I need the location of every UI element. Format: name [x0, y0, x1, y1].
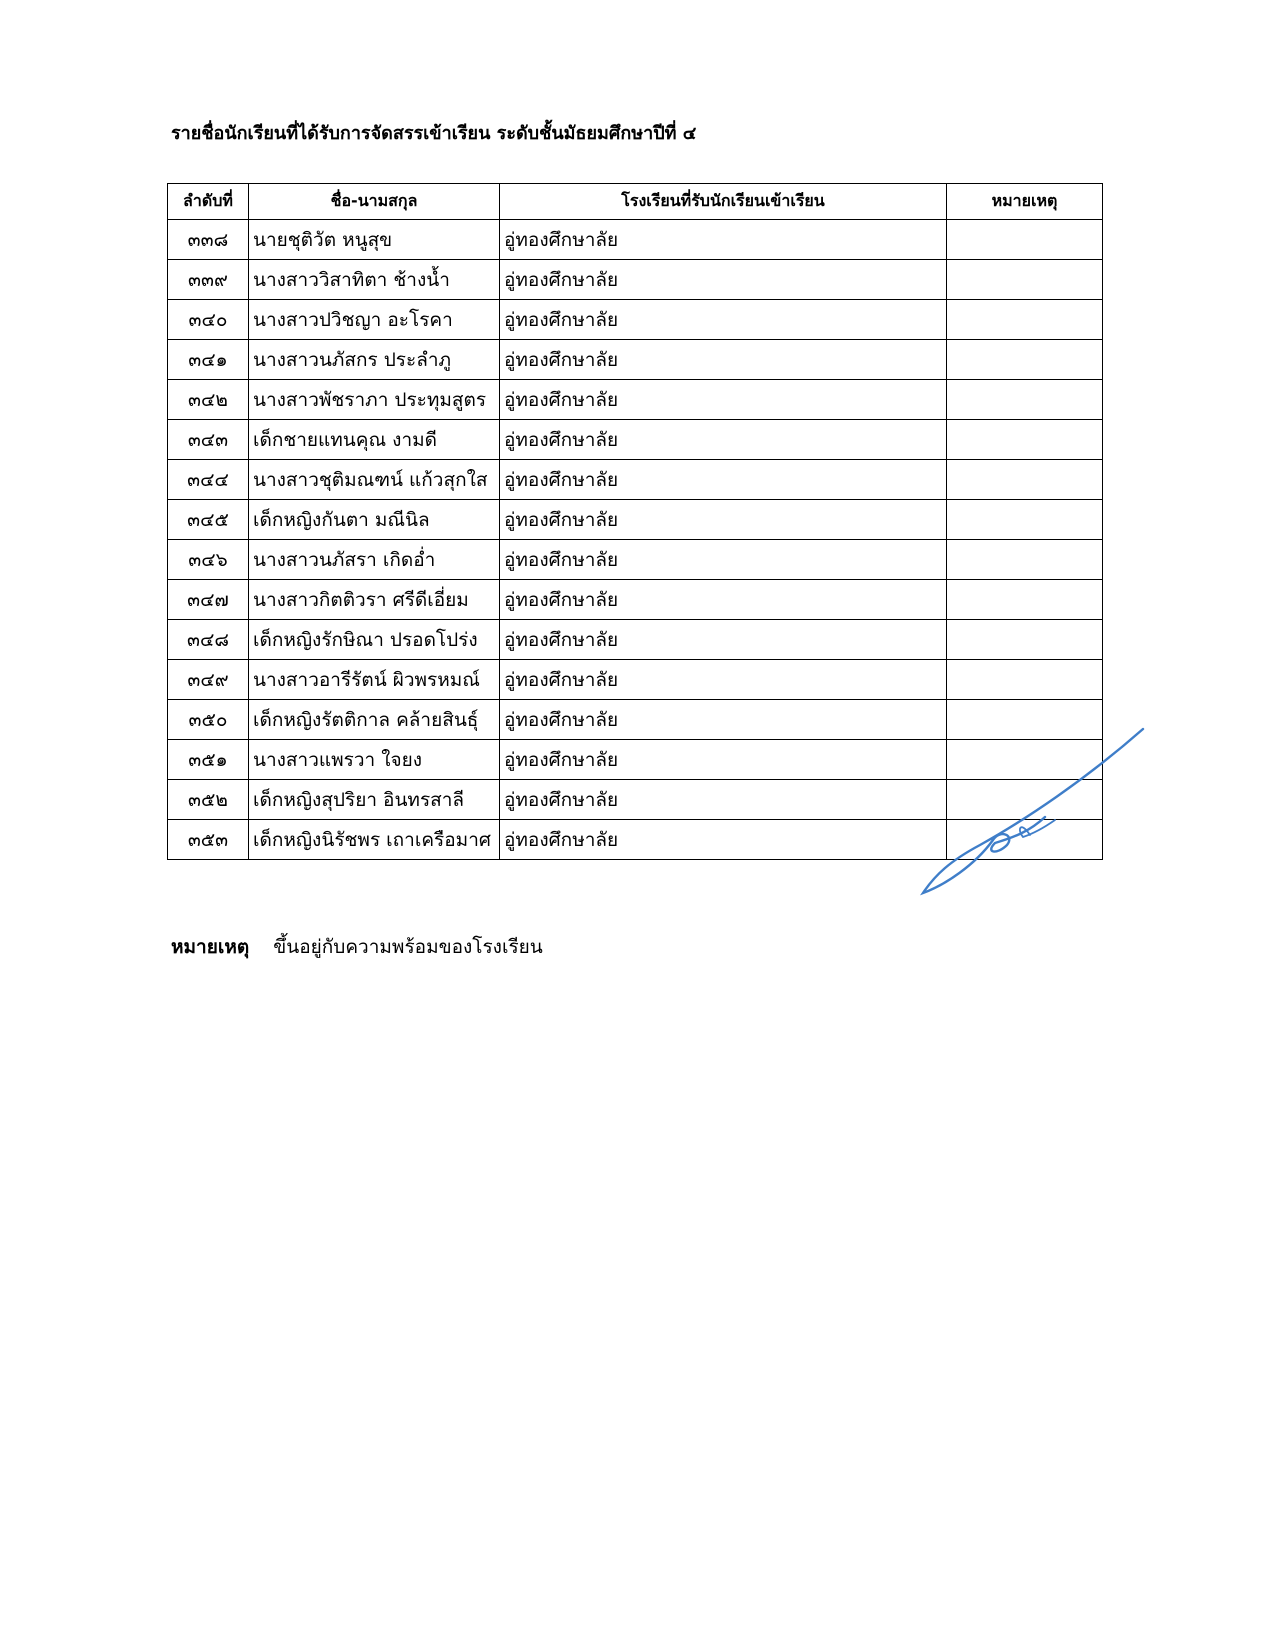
cell-school: อู่ทองศึกษาลัย	[500, 300, 947, 340]
cell-school: อู่ทองศึกษาลัย	[500, 700, 947, 740]
cell-order-number: ๓๔๔	[168, 460, 249, 500]
cell-order-number: ๓๕๐	[168, 700, 249, 740]
table-row	[168, 260, 1103, 300]
cell-full-name: นางสาวชุติมณฑน์ แก้วสุกใส	[249, 460, 500, 500]
cell-remarks	[947, 460, 1103, 500]
header-school: โรงเรียนที่รับนักเรียนเข้าเรียน	[500, 184, 947, 220]
header-remarks: หมายเหตุ	[947, 184, 1103, 220]
cell-remarks	[947, 260, 1103, 300]
cell-remarks	[947, 220, 1103, 260]
cell-full-name: เด็กหญิงรักษิณา ปรอดโปร่ง	[249, 620, 500, 660]
cell-school: อู่ทองศึกษาลัย	[500, 260, 947, 300]
signature-stroke	[923, 729, 1143, 893]
cell-school: อู่ทองศึกษาลัย	[500, 420, 947, 460]
table-row	[168, 580, 1103, 620]
cell-school: อู่ทองศึกษาลัย	[500, 500, 947, 540]
cell-remarks	[947, 340, 1103, 380]
cell-full-name: นางสาวพัชราภา ประทุมสูตร	[249, 380, 500, 420]
cell-full-name: นายชุติวัต หนูสุข	[249, 220, 500, 260]
cell-order-number: ๓๓๙	[168, 260, 249, 300]
cell-school: อู่ทองศึกษาลัย	[500, 820, 947, 860]
table-row	[168, 420, 1103, 460]
cell-full-name: นางสาวอารีรัตน์ ผิวพรหมณ์	[249, 660, 500, 700]
footnote	[171, 932, 543, 962]
cell-remarks	[947, 500, 1103, 540]
cell-school: อู่ทองศึกษาลัย	[500, 460, 947, 500]
cell-order-number: ๓๕๑	[168, 740, 249, 780]
cell-order-number: ๓๕๒	[168, 780, 249, 820]
cell-full-name: นางสาวนภัสกร ประลำภู	[249, 340, 500, 380]
table-row	[168, 220, 1103, 260]
cell-remarks	[947, 580, 1103, 620]
cell-full-name: เด็กหญิงรัตติกาล คล้ายสินธุ์	[249, 700, 500, 740]
cell-order-number: ๓๓๘	[168, 220, 249, 260]
cell-school: อู่ทองศึกษาลัย	[500, 220, 947, 260]
cell-school: อู่ทองศึกษาลัย	[500, 340, 947, 380]
table-header-row	[168, 184, 1103, 220]
cell-school: อู่ทองศึกษาลัย	[500, 740, 947, 780]
cell-full-name: เด็กหญิงกันตา มณีนิล	[249, 500, 500, 540]
cell-order-number: ๓๔๖	[168, 540, 249, 580]
cell-school: อู่ทองศึกษาลัย	[500, 580, 947, 620]
cell-full-name: เด็กหญิงนิรัชพร เถาเครือมาศ	[249, 820, 500, 860]
cell-school: อู่ทองศึกษาลัย	[500, 620, 947, 660]
table-row	[168, 620, 1103, 660]
signature-scribble	[905, 725, 1155, 910]
cell-full-name: นางสาวปวิชญา อะโรคา	[249, 300, 500, 340]
footnote-text: ขึ้นอยู่กับความพร้อมของโรงเรียน	[273, 936, 543, 958]
table-row	[168, 460, 1103, 500]
cell-full-name: นางสาวนภัสรา เกิดอ่ำ	[249, 540, 500, 580]
cell-full-name: เด็กหญิงสุปริยา อินทรสาลี	[249, 780, 500, 820]
cell-remarks	[947, 620, 1103, 660]
cell-full-name: นางสาวกิตติวรา ศรีดีเอี่ยม	[249, 580, 500, 620]
cell-remarks	[947, 540, 1103, 580]
cell-order-number: ๓๔๗	[168, 580, 249, 620]
footnote-label: หมายเหตุ	[171, 936, 250, 958]
cell-order-number: ๓๔๒	[168, 380, 249, 420]
cell-remarks	[947, 660, 1103, 700]
cell-school: อู่ทองศึกษาลัย	[500, 660, 947, 700]
cell-school: อู่ทองศึกษาลัย	[500, 380, 947, 420]
cell-order-number: ๓๕๓	[168, 820, 249, 860]
table-row	[168, 500, 1103, 540]
cell-order-number: ๓๔๘	[168, 620, 249, 660]
cell-remarks	[947, 300, 1103, 340]
table-row	[168, 660, 1103, 700]
cell-school: อู่ทองศึกษาลัย	[500, 780, 947, 820]
cell-full-name: นางสาววิสาทิตา ช้างน้ำ	[249, 260, 500, 300]
cell-order-number: ๓๔๕	[168, 500, 249, 540]
table-row	[168, 380, 1103, 420]
cell-order-number: ๓๔๐	[168, 300, 249, 340]
cell-school: อู่ทองศึกษาลัย	[500, 540, 947, 580]
cell-remarks	[947, 380, 1103, 420]
table-row	[168, 540, 1103, 580]
cell-full-name: เด็กชายแทนคุณ งามดี	[249, 420, 500, 460]
header-order-number: ลำดับที่	[168, 184, 249, 220]
cell-remarks	[947, 420, 1103, 460]
table-row	[168, 300, 1103, 340]
cell-order-number: ๓๔๑	[168, 340, 249, 380]
cell-order-number: ๓๔๓	[168, 420, 249, 460]
cell-full-name: นางสาวแพรวา ใจยง	[249, 740, 500, 780]
header-full-name: ชื่อ-นามสกุล	[249, 184, 500, 220]
cell-order-number: ๓๔๙	[168, 660, 249, 700]
table-row	[168, 340, 1103, 380]
page-title: รายชื่อนักเรียนที่ได้รับการจัดสรรเข้าเรียน ระดับชั้นมัธยมศึกษาปีที่ ๔	[171, 123, 697, 144]
